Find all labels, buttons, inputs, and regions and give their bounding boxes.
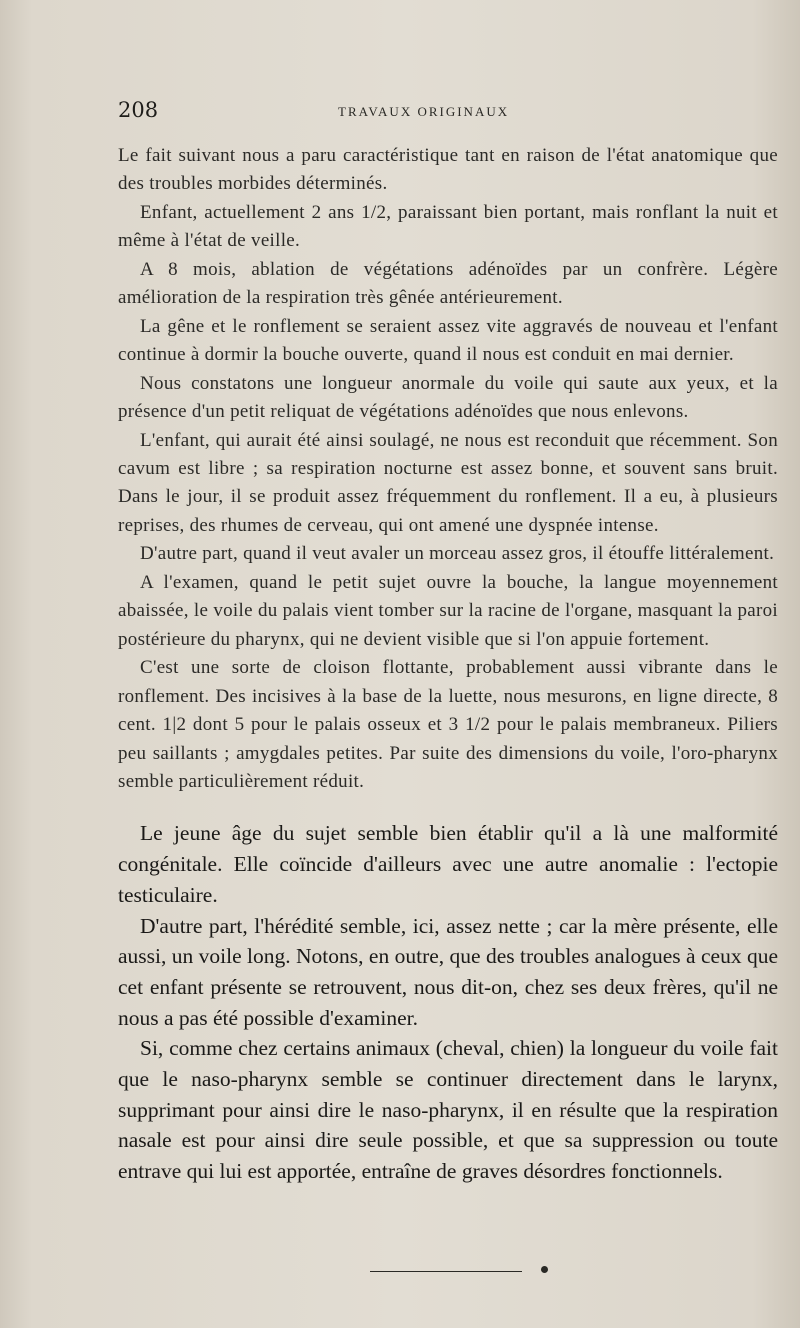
running-title: TRAVAUX ORIGINAUX bbox=[338, 104, 510, 119]
paragraph: Nous constatons une longueur anormale du voile qui saute aux yeux, et la présence d'un petit reliquat de végétations adénoïdes que nous enlevons. bbox=[118, 372, 778, 423]
paragraph: D'autre part, quand il veut avaler un morceau assez gros, il étouffe littéralement. bbox=[140, 543, 775, 565]
paragraph: C'est une sorte de cloison flottante, probablement aussi vibrante dans le ronflement. Des incisives à la base de la luette, nous mesurons, en ligne directe, 8 cent. 1|2 dont 5 pour le palais osseux et 3 1/2 pour le palais membraneux. Piliers peu saillants ; amygdales petites. Par suite des dimensions du voile, l'oro-pharynx semble particulièrement réduit. bbox=[118, 657, 778, 792]
paragraph: Si, comme chez certains animaux (cheval, chien) la longueur du voile fait que le naso-pharynx semble se continuer directement dans le larynx, supprimant pour ainsi dire le naso-pharynx, il en résulte que la respiration nasale est pour ainsi dire seule possible, et que sa suppression ou toute entrave qui lui est apportée, entraîne de graves désordres fonctionnels. bbox=[118, 1036, 778, 1184]
paragraph: A l'examen, quand le petit sujet ouvre la bouche, la langue moyennement abaissée, le voile du palais vient tomber sur la racine de l'organe, masquant la paroi postérieure du pharynx, qui ne devient visible que si l'on appuie fortement. bbox=[118, 571, 778, 650]
paragraph: La gêne et le ronflement se seraient assez vite aggravés de nouveau et l'enfant continue à dormir la bouche ouverte, quand il nous est conduit en mai dernier. bbox=[118, 315, 778, 366]
paragraph: A 8 mois, ablation de végétations adénoïdes par un confrère. Légère amélioration de la respiration très gênée antérieurement. bbox=[118, 258, 778, 309]
ornament-dot-icon bbox=[540, 1265, 549, 1274]
page-header bbox=[118, 98, 778, 126]
discussion-section bbox=[118, 818, 778, 1186]
paragraph: Le jeune âge du sujet semble bien établir qu'il a là une malformité congénitale. Elle coïncide d'ailleurs avec une autre anomalie : l'ectopie testiculaire. bbox=[118, 821, 778, 907]
page-number: 208 bbox=[118, 98, 159, 122]
paragraph: Le fait suivant nous a paru caractéristique tant en raison de l'état anatomique que des troubles morbides déterminés. bbox=[118, 145, 778, 195]
paragraph: D'autre part, l'hérédité semble, ici, assez nette ; car la mère présente, elle aussi, un voile long. Notons, en outre, que des troubles analogues à ceux que cet enfant présente se retrouvent, nous dit-on, chez ses deux frères, qu'il ne nous a pas été possible d'examiner. bbox=[118, 913, 778, 1030]
paragraph: Enfant, actuellement 2 ans 1/2, paraissant bien portant, mais ronflant la nuit et même à l'état de veille. bbox=[118, 201, 778, 252]
section-end-rule bbox=[370, 1271, 522, 1272]
body-text bbox=[118, 142, 778, 1187]
case-report-section bbox=[118, 142, 778, 796]
paragraph: L'enfant, qui aurait été ainsi soulagé, ne nous est reconduit que récemment. Son cavum est libre ; sa respiration nocturne est assez bonne, et souvent sans bruit. Dans le jour, il se produit assez fréquemment du ronflement. Il a eu, à plusieurs reprises, des rhumes de cerveau, qui ont amené une dyspnée intense. bbox=[118, 429, 778, 536]
